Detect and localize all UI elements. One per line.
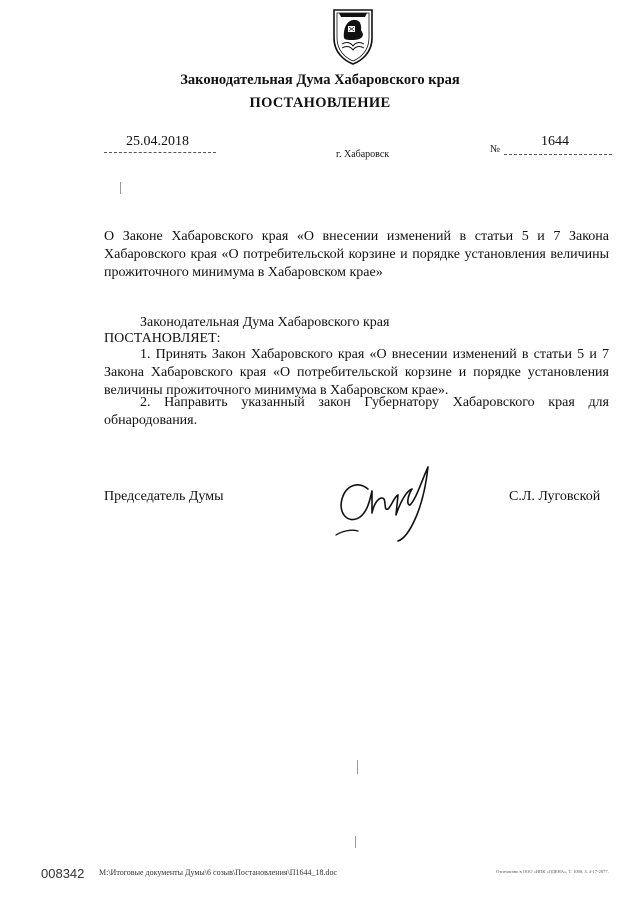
date-underline (104, 152, 216, 153)
body-intro: Законодательная Дума Хабаровского края (140, 315, 390, 330)
decree-item: 1. Принять Закон Хабаровского края «О внесении изменений в статьи 5 и 7 Закона Хабаровского края «О потребительской корзине и порядке установления величины прожиточного минимума в Хабаровском крае». (104, 347, 609, 398)
scan-mark (357, 760, 358, 774)
scan-mark (120, 182, 121, 194)
signatory-name: С.Л. Луговской (509, 489, 601, 504)
document-title: О Законе Хабаровского края «О внесении изменений в статьи 5 и 7 Закона Хабаровского края «О потребительской корзине и порядке установления величины прожиточного минимума в Хабаровском крае» (104, 229, 609, 280)
scan-mark (355, 836, 356, 848)
document-type: ПОСТАНОВЛЕНИЕ (249, 95, 391, 111)
document-city: г. Хабаровск (336, 149, 390, 160)
file-path: М:\Итоговые документы Думы\6 созыв\Постановления\П1644_18.doc (99, 868, 338, 877)
signatory-role: Председатель Думы (104, 489, 224, 504)
document-date: 25.04.2018 (126, 134, 189, 149)
handwritten-signature-icon (328, 455, 440, 545)
inventory-number: 008342 (41, 866, 85, 881)
print-info: Отпечатано в ООО «ИПК «ОДЕНА», Т. 1000, З. 4-17-2077. (496, 869, 609, 874)
coat-of-arms-icon (331, 8, 375, 66)
decree-item: 2. Направить указанный закон Губернатору Хабаровского края для обнародования. (104, 395, 609, 428)
document-number: 1644 (541, 134, 569, 149)
number-sign: № (490, 144, 501, 155)
organization-name: Законодательная Дума Хабаровского края (180, 72, 460, 88)
decree-word: ПОСТАНОВЛЯЕТ: (104, 331, 221, 346)
number-underline (504, 154, 612, 155)
